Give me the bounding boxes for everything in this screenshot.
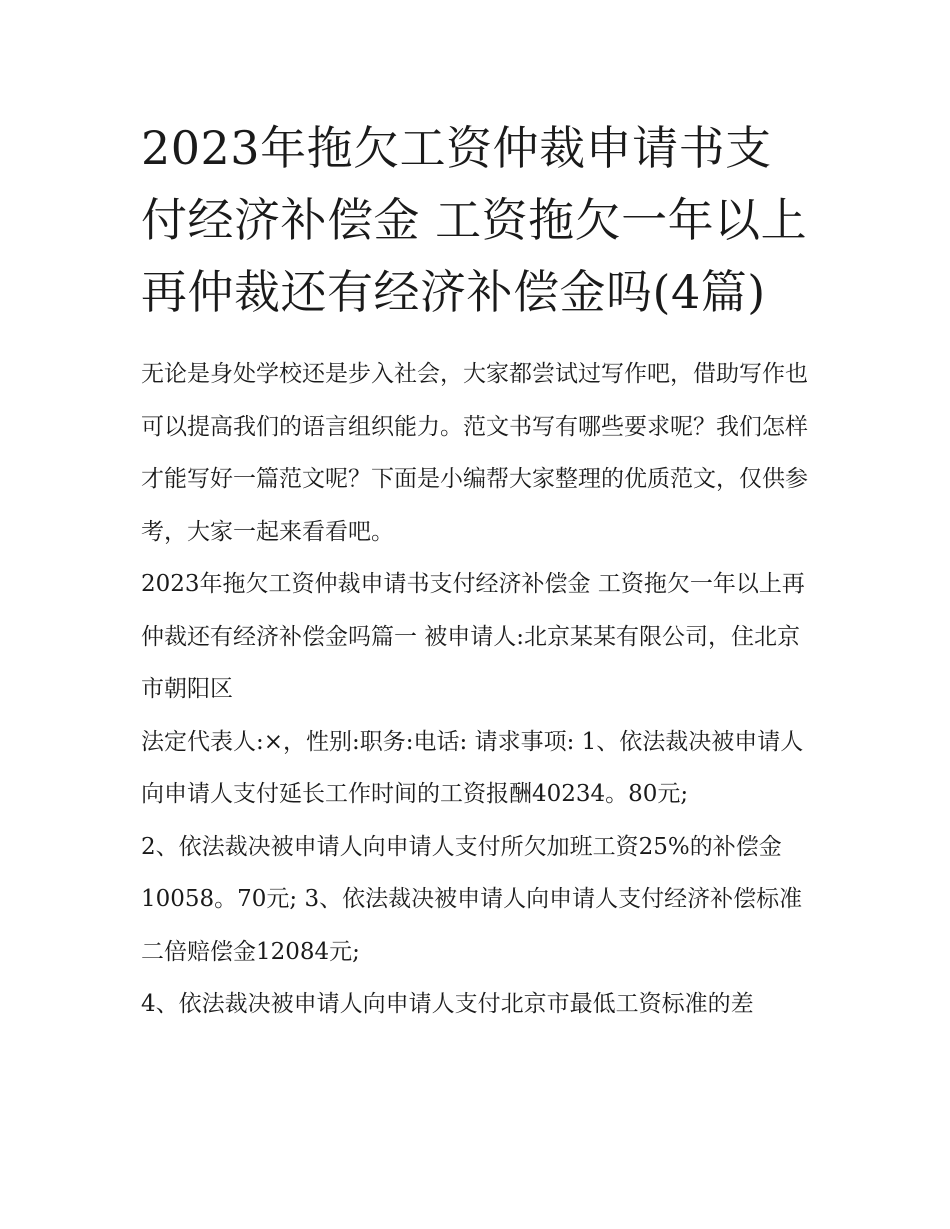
document-body xyxy=(141,348,813,1031)
paragraph-claims-1: 法定代表人:×，性别:职务:电话: 请求事项: 1、依法裁决被申请人向申请人支付延长工作时间的工资报酬40234。80元; xyxy=(141,728,804,807)
document-title: 2023年拖欠工资仲裁申请书支付经济补偿金 工资拖欠一年以上再仲裁还有经济补偿金吗(4篇) xyxy=(141,121,808,319)
paragraph-claims-4: 4、依法裁决被申请人向申请人支付北京市最低工资标准的差 xyxy=(141,991,754,1017)
paragraph-heading-respondent: 2023年拖欠工资仲裁申请书支付经济补偿金 工资拖欠一年以上再仲裁还有经济补偿金吗篇一 被申请人:北京某某有限公司，住北京市朝阳区 xyxy=(141,571,805,702)
document-page xyxy=(141,112,813,1031)
paragraph-claims-2-3: 2、依法裁决被申请人向申请人支付所欠加班工资25%的补偿金10058。70元; 3、依法裁决被申请人向申请人支付经济补偿标准二倍赔偿金12084元; xyxy=(141,833,803,965)
paragraph-intro: 无论是身处学校还是步入社会，大家都尝试过写作吧，借助写作也可以提高我们的语言组织能力。范文书写有哪些要求呢？我们怎样才能写好一篇范文呢？下面是小编帮大家整理的优质范文，仅供参考，大家一起来看看吧。 xyxy=(141,361,808,545)
